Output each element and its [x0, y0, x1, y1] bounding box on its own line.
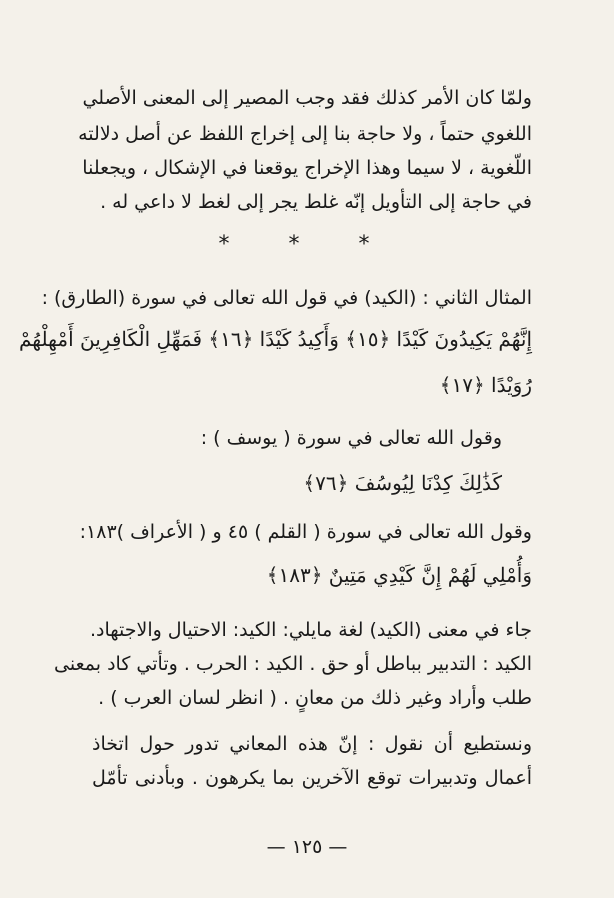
para1-line-4: في حاجة إلى التأويل إنّه غلط يجر إلى لغط لا داعي له . — [100, 191, 532, 213]
qalam-intro: وقول الله تعالى في سورة ( القلم ) ٤٥ و ( الأعراف )١٨٣: — [79, 521, 532, 543]
verse-tariq-line-2: رُوَيْدًا ﴿١٧﴾ — [439, 373, 532, 397]
example-intro: المثال الثاني : (الكيد) في قول الله تعالى في سورة (الطارق) : — [41, 287, 532, 309]
verse-tariq-line-1: إِنَّهُمْ يَكِيدُونَ كَيْدًا ﴿١٥﴾ وَأَكِيدُ كَيْدًا ﴿١٦﴾ فَمَهِّلِ الْكَافِرِينَ أَمْهِلْهُمْ — [19, 327, 532, 351]
para2-line-3: طلب وأراد وغير ذلك من معانٍ . ( انظر لسان العرب ) . — [98, 687, 532, 709]
section-separator: * * * — [218, 232, 396, 257]
page-number: — ١٢٥ — — [266, 836, 348, 858]
yusuf-intro: وقول الله تعالى في سورة ( يوسف ) : — [200, 427, 502, 449]
verse-yusuf: كَذَٰلِكَ كِدْنَا لِيُوسُفَ ﴿٧٦﴾ — [303, 471, 502, 495]
para1-line-3: اللّغوية ، لا سيما وهذا الإخراج يوقعنا في الإشكال ، ويجعلنا — [82, 157, 532, 179]
para2-line-1: جاء في معنى (الكيد) لغة مايلي: الكيد: الاحتيال والاجتهاد. — [89, 619, 532, 641]
para2-line-2: الكيد : التدبير بباطل أو حق . الكيد : الحرب . وتأتي كاد بمعنى — [54, 653, 532, 675]
para1-line-1: ولمّا كان الأمر كذلك فقد وجب المصير إلى المعنى الأصلي — [82, 87, 532, 109]
para1-line-2: اللغوي حتماً ، ولا حاجة بنا إلى إخراج اللفظ عن أصل دلالته — [78, 123, 532, 145]
para3-line-1: ونستطيع أن نقول : إنّ هذه المعاني تدور حول اتخاذ — [92, 733, 532, 755]
verse-qalam: وَأُمْلِي لَهُمْ إِنَّ كَيْدِي مَتِينٌ ﴿١٨٣﴾ — [266, 563, 532, 587]
para3-line-2: أعمال وتدبيرات توقع الآخرين بما يكرهون . وبأدنى تأمّل — [92, 767, 532, 789]
